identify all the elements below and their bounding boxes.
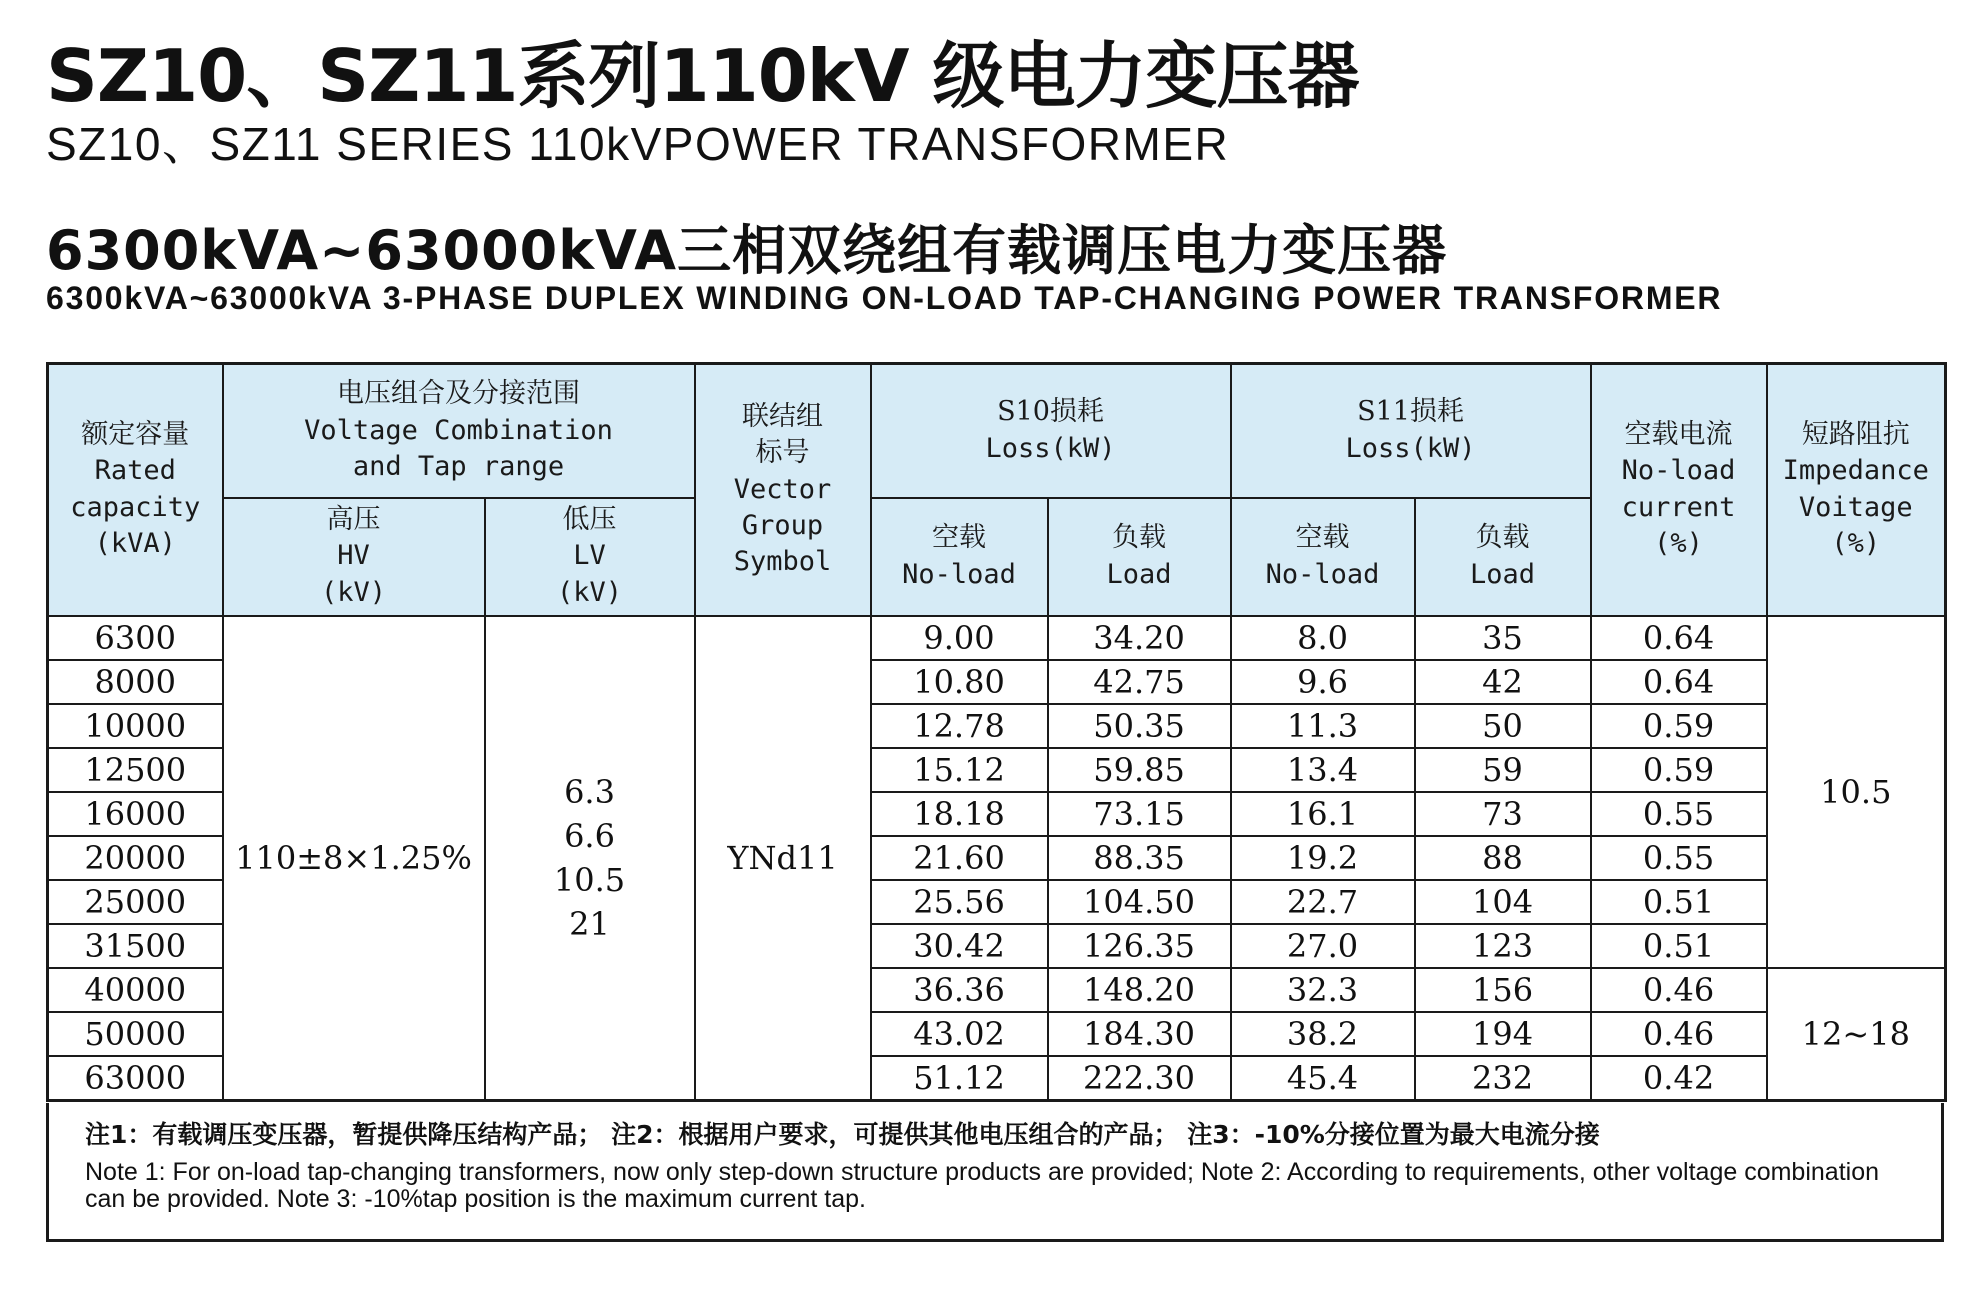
lv-value: 6.6 [564,816,615,855]
cell-current: 0.46 [1591,1012,1767,1056]
cell-capacity: 31500 [48,924,223,968]
header-s11-load-en: Load [1470,558,1536,590]
cell-capacity: 16000 [48,792,223,836]
cell-current: 0.51 [1591,880,1767,924]
header-voltage-en-1: Voltage Combination [304,414,613,446]
header-current-cn: 空载电流 [1624,418,1733,450]
cell-s11-load: 88 [1415,836,1591,880]
cell-s10-noload: 12.78 [871,704,1048,748]
cell-current: 0.51 [1591,924,1767,968]
header-vector-en-3: Symbol [733,546,832,578]
cell-lv-values [485,616,695,1101]
header-impedance-cn: 短路阻抗 [1801,418,1910,450]
lv-value: 6.3 [564,772,615,811]
cell-s11-load: 123 [1415,924,1591,968]
cell-s10-noload: 9.00 [871,616,1048,660]
cell-s10-load: 73.15 [1048,792,1231,836]
cell-s11-noload: 13.4 [1231,748,1415,792]
cell-current: 0.55 [1591,836,1767,880]
cell-s10-load: 222.30 [1048,1056,1231,1101]
header-lv-unit: (kV) [556,576,623,608]
cell-s11-noload: 22.7 [1231,880,1415,924]
header-impedance-unit: (%) [1831,528,1881,560]
header-vector-group [695,364,871,616]
header-capacity-unit: (kVA) [94,528,176,560]
cell-capacity: 10000 [48,704,223,748]
cell-s11-load: 232 [1415,1056,1591,1101]
cell-capacity: 6300 [48,616,223,660]
header-s11-noload-cn: 空载 [1295,522,1350,554]
page-title-cn: SZ10、SZ11系列110kV 级电力变压器 [46,34,1359,118]
header-hv-unit: (kV) [320,576,387,608]
cell-s10-noload: 25.56 [871,880,1048,924]
lv-value: 10.5 [553,860,626,899]
cell-hv-value: 110±8×1.25% [223,616,485,1101]
header-vector-cn-1: 联结组 [742,400,824,432]
note-cn: 注1：有载调压变压器，暂提供降压结构产品； 注2：根据用户要求，可提供其他电压组合的产品； 注3：-10%分接位置为最大电流分接 [85,1120,1600,1149]
header-s10-noload [871,498,1048,616]
cell-current: 0.42 [1591,1056,1767,1101]
section-title-cn: 6300kVA~63000kVA三相双绕组有载调压电力变压器 [46,219,1448,282]
header-s10-cn: S10损耗 [997,396,1104,428]
note-en: Note 1: For on-load tap-changing transformers, now only step-down structure products are provided; Note 2: According to requirements, other voltage combination can be provided. Note 3: -10%tap position is the maximum current tap. [85,1158,1880,1213]
cell-s11-noload: 27.0 [1231,924,1415,968]
header-s11-unit: Loss(kW) [1345,432,1476,464]
header-hv [223,498,485,616]
cell-impedance-a: 10.5 [1767,616,1946,968]
section-title-en: 6300kVA~63000kVA 3-PHASE DUPLEX WINDING ON-LOAD TAP-CHANGING POWER TRANSFORMER [46,280,1723,316]
cell-s10-load: 42.75 [1048,660,1231,704]
header-s11-loss [1231,364,1591,498]
cell-s11-noload: 19.2 [1231,836,1415,880]
header-s10-load-en: Load [1106,558,1172,590]
cell-current: 0.59 [1591,748,1767,792]
header-s10-load [1048,498,1231,616]
header-current-en-2: current [1621,491,1736,523]
spec-table [46,362,1947,1102]
cell-s11-load: 73 [1415,792,1591,836]
cell-s11-load: 50 [1415,704,1591,748]
header-current-en-1: No-load [1621,455,1736,487]
header-vector-cn-2: 标号 [755,437,810,469]
cell-capacity: 12500 [48,748,223,792]
cell-s10-noload: 18.18 [871,792,1048,836]
cell-s10-noload: 51.12 [871,1056,1048,1101]
cell-capacity: 40000 [48,968,223,1012]
cell-current: 0.59 [1591,704,1767,748]
cell-s10-load: 126.35 [1048,924,1231,968]
cell-capacity: 20000 [48,836,223,880]
header-voltage-group [223,364,695,498]
cell-current: 0.55 [1591,792,1767,836]
header-capacity [48,364,223,616]
cell-s10-load: 104.50 [1048,880,1231,924]
header-voltage-cn: 电压组合及分接范围 [337,378,580,410]
cell-s11-load: 59 [1415,748,1591,792]
header-impedance-en-1: Impedance [1782,455,1929,487]
header-lv-cn: 低压 [562,503,617,535]
cell-s11-noload: 38.2 [1231,1012,1415,1056]
lv-value: 21 [569,904,610,943]
cell-capacity: 50000 [48,1012,223,1056]
header-s10-loss [871,364,1231,498]
header-s10-noload-en: No-load [902,558,1016,590]
header-capacity-en-1: Rated [94,455,176,487]
header-capacity-cn: 额定容量 [81,418,190,450]
cell-s11-load: 104 [1415,880,1591,924]
cell-current: 0.64 [1591,616,1767,660]
cell-s10-load: 88.35 [1048,836,1231,880]
cell-current: 0.64 [1591,660,1767,704]
cell-s10-noload: 36.36 [871,968,1048,1012]
table-row [48,616,1946,660]
cell-s10-load: 148.20 [1048,968,1231,1012]
cell-s10-load: 59.85 [1048,748,1231,792]
header-hv-en: HV [337,540,370,572]
cell-s10-noload: 10.80 [871,660,1048,704]
header-vector-en-1: Vector [733,473,832,505]
header-vector-en-2: Group [741,509,824,541]
header-s11-noload [1231,498,1415,616]
cell-s11-noload: 45.4 [1231,1056,1415,1101]
header-capacity-en-2: capacity [70,491,201,523]
cell-capacity: 63000 [48,1056,223,1101]
cell-capacity: 8000 [48,660,223,704]
cell-s11-noload: 9.6 [1231,660,1415,704]
cell-vector-value: YNd11 [695,616,871,1101]
cell-s11-load: 194 [1415,1012,1591,1056]
page-title-en: SZ10、SZ11 SERIES 110kVPOWER TRANSFORMER [46,118,1230,170]
header-s11-cn: S11损耗 [1357,396,1464,428]
cell-s10-noload: 21.60 [871,836,1048,880]
header-s11-load [1415,498,1591,616]
cell-s10-noload: 30.42 [871,924,1048,968]
header-s10-load-cn: 负载 [1112,522,1167,554]
cell-s11-noload: 16.1 [1231,792,1415,836]
cell-s11-noload: 11.3 [1231,704,1415,748]
cell-s11-load: 156 [1415,968,1591,1012]
cell-s10-load: 184.30 [1048,1012,1231,1056]
header-lv-en: LV [573,540,606,572]
header-impedance [1767,364,1946,616]
header-s11-load-cn: 负载 [1475,522,1530,554]
cell-s11-noload: 32.3 [1231,968,1415,1012]
cell-s11-load: 35 [1415,616,1591,660]
header-hv-cn: 高压 [326,503,381,535]
header-current-unit: (%) [1654,528,1703,560]
header-impedance-en-2: Voitage [1798,491,1913,523]
header-noload-current [1591,364,1767,616]
header-lv [485,498,695,616]
header-voltage-en-2: and Tap range [352,450,565,482]
cell-s10-load: 50.35 [1048,704,1231,748]
cell-s10-noload: 15.12 [871,748,1048,792]
cell-impedance-b: 12~18 [1767,968,1946,1101]
cell-current: 0.46 [1591,968,1767,1012]
header-s10-unit: Loss(kW) [985,432,1116,464]
cell-s11-noload: 8.0 [1231,616,1415,660]
notes-box [46,1103,1944,1242]
cell-s11-load: 42 [1415,660,1591,704]
cell-s10-noload: 43.02 [871,1012,1048,1056]
header-s11-noload-en: No-load [1265,558,1380,590]
cell-capacity: 25000 [48,880,223,924]
header-s10-noload-cn: 空载 [932,522,987,554]
cell-s10-load: 34.20 [1048,616,1231,660]
header-row-1 [48,364,1946,498]
